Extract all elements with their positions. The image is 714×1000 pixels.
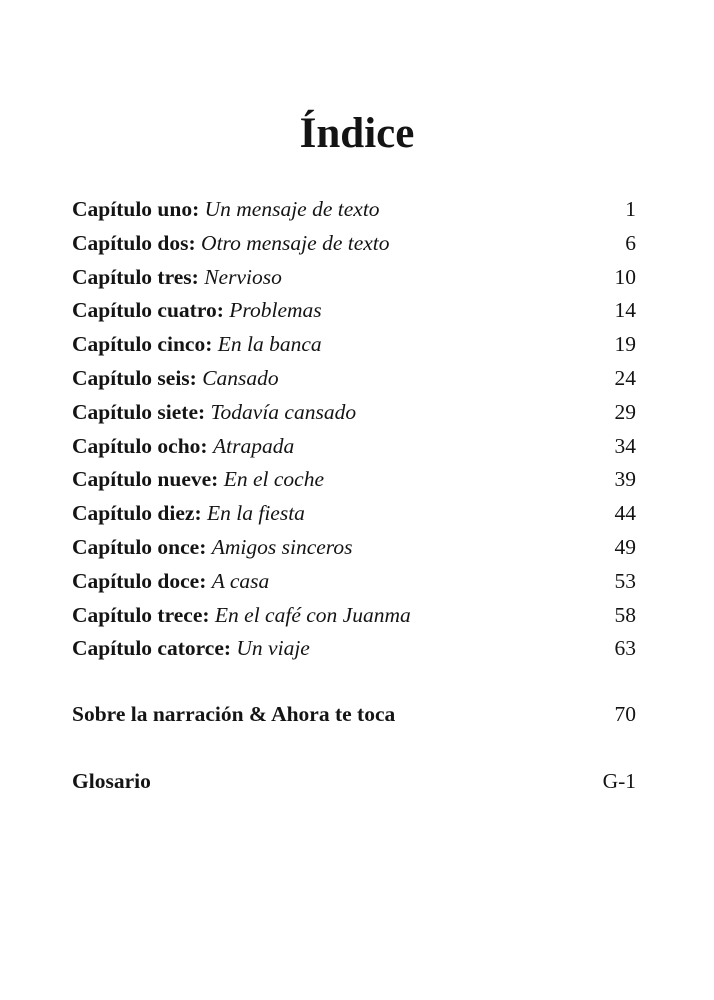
chapter-title: Problemas (229, 298, 322, 323)
toc-entry-text (72, 632, 310, 666)
chapter-title: Cansado (202, 365, 279, 390)
toc-entry-text (72, 294, 322, 328)
toc-entry-text (72, 531, 353, 565)
toc-entry-text (72, 193, 380, 227)
chapter-label: Capítulo diez: (72, 501, 202, 526)
toc-entry-text (72, 362, 279, 396)
chapter-label: Capítulo uno: (72, 197, 200, 221)
chapter-title: En la banca (217, 332, 322, 357)
chapter-title: Nervioso (204, 264, 282, 289)
chapter-label: Capítulo ocho: (72, 433, 208, 458)
toc-entry (72, 632, 636, 666)
page-number: 58 (614, 602, 636, 627)
section-label: Sobre la narración & Ahora te toca (72, 702, 396, 726)
section-label: Glosario (72, 769, 151, 793)
page-number: 10 (614, 264, 636, 289)
toc-entry (72, 531, 636, 565)
toc-entry (72, 497, 636, 531)
page-number: 1 (625, 197, 636, 221)
toc-entry-text (72, 565, 269, 599)
toc-entry-text (72, 227, 390, 261)
chapter-title: Un viaje (236, 636, 310, 661)
toc-entry (72, 396, 636, 430)
page-number: G-1 (602, 769, 636, 793)
toc-entry (72, 261, 636, 295)
page-number: 6 (625, 230, 636, 255)
chapter-label: Capítulo catorce: (72, 636, 232, 661)
page-number: 70 (614, 702, 636, 726)
page-number: 14 (614, 298, 636, 323)
chapter-title: Un mensaje de texto (204, 197, 380, 221)
chapter-label: Capítulo tres: (72, 264, 199, 289)
page-number: 49 (614, 534, 636, 559)
chapter-label: Capítulo once: (72, 534, 207, 559)
page-number: 39 (614, 467, 636, 492)
toc-entry (72, 430, 636, 464)
page-number: 53 (614, 568, 636, 593)
toc-entry-text (72, 463, 324, 497)
toc-entry (72, 565, 636, 599)
toc-entry (72, 227, 636, 261)
toc-entry (72, 193, 636, 227)
chapter-title: En la fiesta (206, 501, 305, 526)
page-number: 44 (614, 501, 636, 526)
chapter-title: A casa (211, 568, 270, 593)
chapter-label: Capítulo dos: (72, 230, 196, 255)
chapter-title: En el coche (223, 467, 324, 492)
chapter-label: Capítulo doce: (72, 568, 207, 593)
toc-entry-narration (72, 698, 636, 732)
table-of-contents (72, 193, 636, 666)
toc-entry-text (72, 328, 322, 362)
toc-entry (72, 362, 636, 396)
toc-entry (72, 294, 636, 328)
toc-entry-text (72, 396, 356, 430)
page-number: 24 (614, 365, 636, 390)
chapter-label: Capítulo cinco: (72, 332, 213, 357)
chapter-label: Capítulo nueve: (72, 467, 219, 492)
chapter-label: Capítulo trece: (72, 602, 210, 627)
chapter-title: Amigos sinceros (211, 534, 353, 559)
toc-entry-glossary (72, 765, 636, 799)
toc-entry-text (72, 430, 294, 464)
toc-entry-text (72, 599, 411, 633)
chapter-label: Capítulo siete: (72, 399, 206, 424)
page-number: 29 (614, 399, 636, 424)
chapter-label: Capítulo cuatro: (72, 298, 224, 323)
chapter-title: Otro mensaje de texto (201, 230, 390, 255)
page-title: Índice (299, 110, 415, 157)
toc-entry (72, 328, 636, 362)
chapter-label: Capítulo seis: (72, 365, 197, 390)
chapter-title: Todavía cansado (210, 399, 357, 424)
page-number: 63 (614, 636, 636, 661)
toc-entry-text (72, 261, 282, 295)
chapter-title: En el café con Juanma (214, 602, 411, 627)
toc-entry-text (72, 497, 305, 531)
page-number: 19 (614, 332, 636, 357)
toc-entry (72, 463, 636, 497)
toc-entry (72, 599, 636, 633)
chapter-title: Atrapada (212, 433, 295, 458)
page-number: 34 (614, 433, 636, 458)
